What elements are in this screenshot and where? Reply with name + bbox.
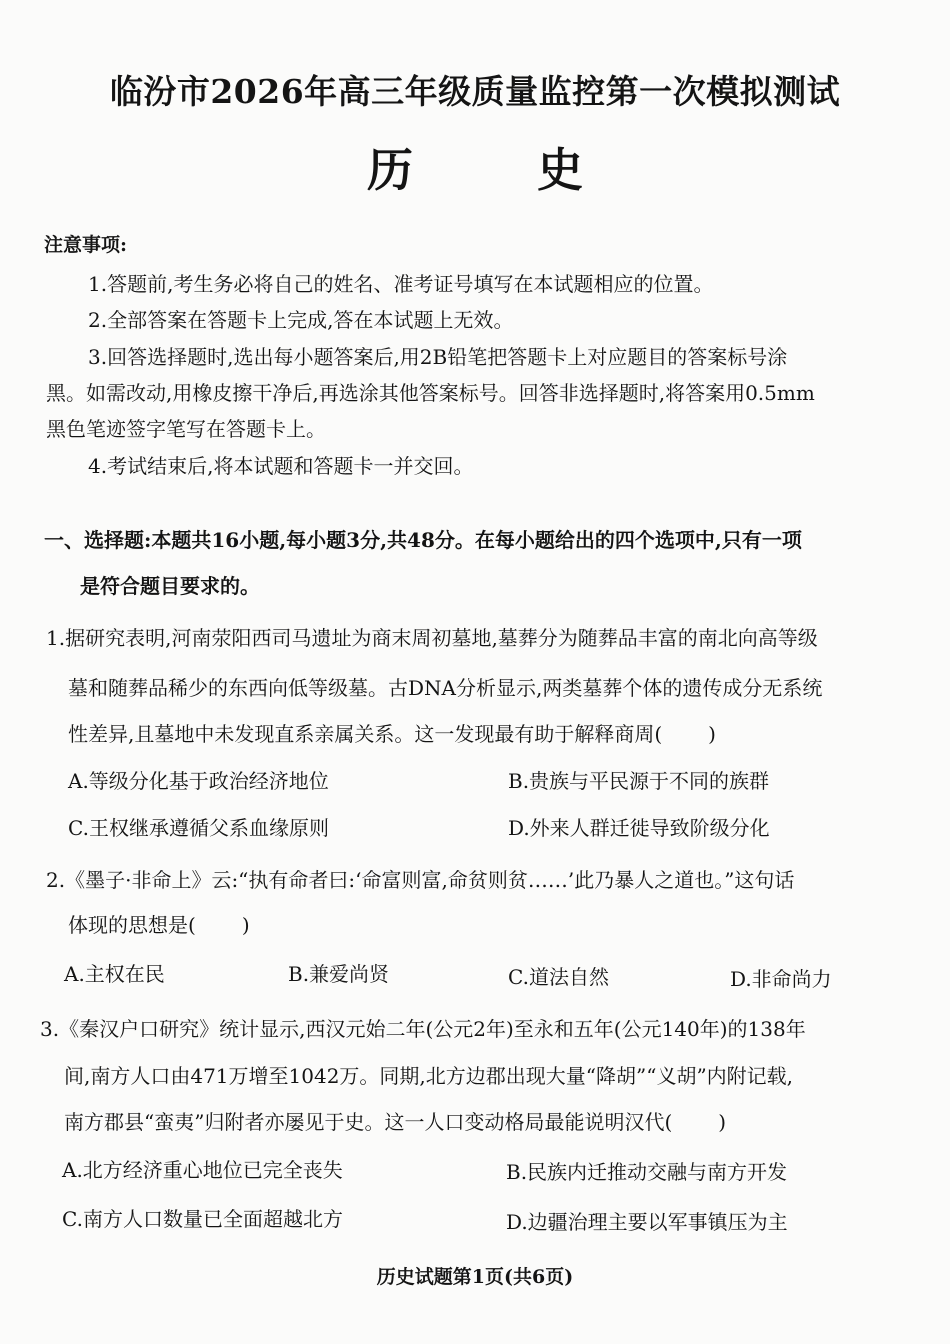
section-heading: 一、选择题:本题共16小题,每小题3分,共48分。在每小题给出的四个选项中,只有一项 bbox=[44, 528, 802, 552]
question-3-line: 间,南方人口由471万增至1042万。同期,北方边郡出现大量“降胡”“义胡”内附记载, bbox=[64, 1064, 794, 1088]
notice-heading: 注意事项: bbox=[44, 234, 128, 256]
section-heading-cont: 是符合题目要求的。 bbox=[80, 574, 260, 598]
q3-option-a: A.北方经济重心地位已完全丧失 bbox=[62, 1158, 343, 1182]
exam-title: 临汾市2026年高三年级质量监控第一次模拟测试 bbox=[109, 72, 841, 111]
q1-option-a: A.等级分化基于政治经济地位 bbox=[68, 769, 329, 793]
question-2-stem-end bbox=[68, 909, 250, 938]
q3-option-d: D.边疆治理主要以军事镇压为主 bbox=[506, 1210, 788, 1234]
q2-option-a: A.主权在民 bbox=[64, 962, 165, 986]
closing-paren: ) bbox=[241, 913, 250, 937]
q3-option-b: B.民族内迁推动交融与南方开发 bbox=[506, 1160, 788, 1184]
subject-title bbox=[0, 134, 950, 200]
q1-option-c: C.王权继承遵循父系血缘原则 bbox=[68, 816, 329, 840]
notice-line: 1.答题前,考生务必将自己的姓名、准考证号填写在本试题相应的位置。 bbox=[88, 272, 714, 296]
question-1-line: 1.据研究表明,河南荥阳西司马遗址为商末周初墓地,墓葬分为随葬品丰富的南北向高等级 bbox=[46, 626, 818, 650]
q1-option-b: B.贵族与平民源于不同的族群 bbox=[508, 769, 770, 793]
notice-line: 2.全部答案在答题卡上完成,答在本试题上无效。 bbox=[88, 308, 514, 332]
q3-option-c: C.南方人口数量已全面超越北方 bbox=[62, 1207, 343, 1231]
notice-line: 黑。如需改动,用橡皮擦干净后,再选涂其他答案标号。回答非选择题时,将答案用0.5mm bbox=[46, 381, 815, 405]
question-2-line: 2.《墨子·非命上》云:“执有命者曰:‘命富则富,命贫则贫……’此乃暴人之道也。”这句话 bbox=[46, 868, 795, 892]
q2-option-c: C.道法自然 bbox=[508, 965, 609, 989]
question-3-stem: 南方郡县“蛮夷”归附者亦屡见于史。这一人口变动格局最能说明汉代( bbox=[64, 1110, 673, 1134]
question-1-stem: 性差异,且墓地中未发现直系亲属关系。这一发现最有助于解释商周( bbox=[68, 722, 663, 746]
q2-option-b: B.兼爱尚贤 bbox=[288, 962, 390, 986]
subject-char: 史 bbox=[537, 143, 583, 197]
question-1-line: 墓和随葬品稀少的东西向低等级墓。古DNA分析显示,两类墓葬个体的遗传成分无系统 bbox=[68, 676, 823, 700]
closing-paren: ) bbox=[708, 722, 716, 746]
notice-line: 4.考试结束后,将本试题和答题卡一并交回。 bbox=[88, 454, 474, 478]
notice-line: 黑色笔迹签字笔写在答题卡上。 bbox=[46, 417, 326, 441]
page-footer: 历史试题第1页(共6页) bbox=[376, 1266, 574, 1288]
q1-option-d: D.外来人群迁徙导致阶级分化 bbox=[508, 816, 770, 840]
closing-paren: ) bbox=[718, 1110, 727, 1134]
question-3-stem-end bbox=[64, 1106, 726, 1135]
subject-char: 历 bbox=[367, 143, 413, 197]
question-2-stem: 体现的思想是( bbox=[68, 913, 196, 937]
q2-option-d: D.非命尚力 bbox=[730, 967, 832, 991]
question-3-line: 3.《秦汉户口研究》统计显示,西汉元始二年(公元2年)至永和五年(公元140年)的138年 bbox=[40, 1017, 806, 1041]
notice-line: 3.回答选择题时,选出每小题答案后,用2B铅笔把答题卡上对应题目的答案标号涂 bbox=[88, 345, 788, 369]
question-1-stem-end bbox=[68, 718, 716, 747]
